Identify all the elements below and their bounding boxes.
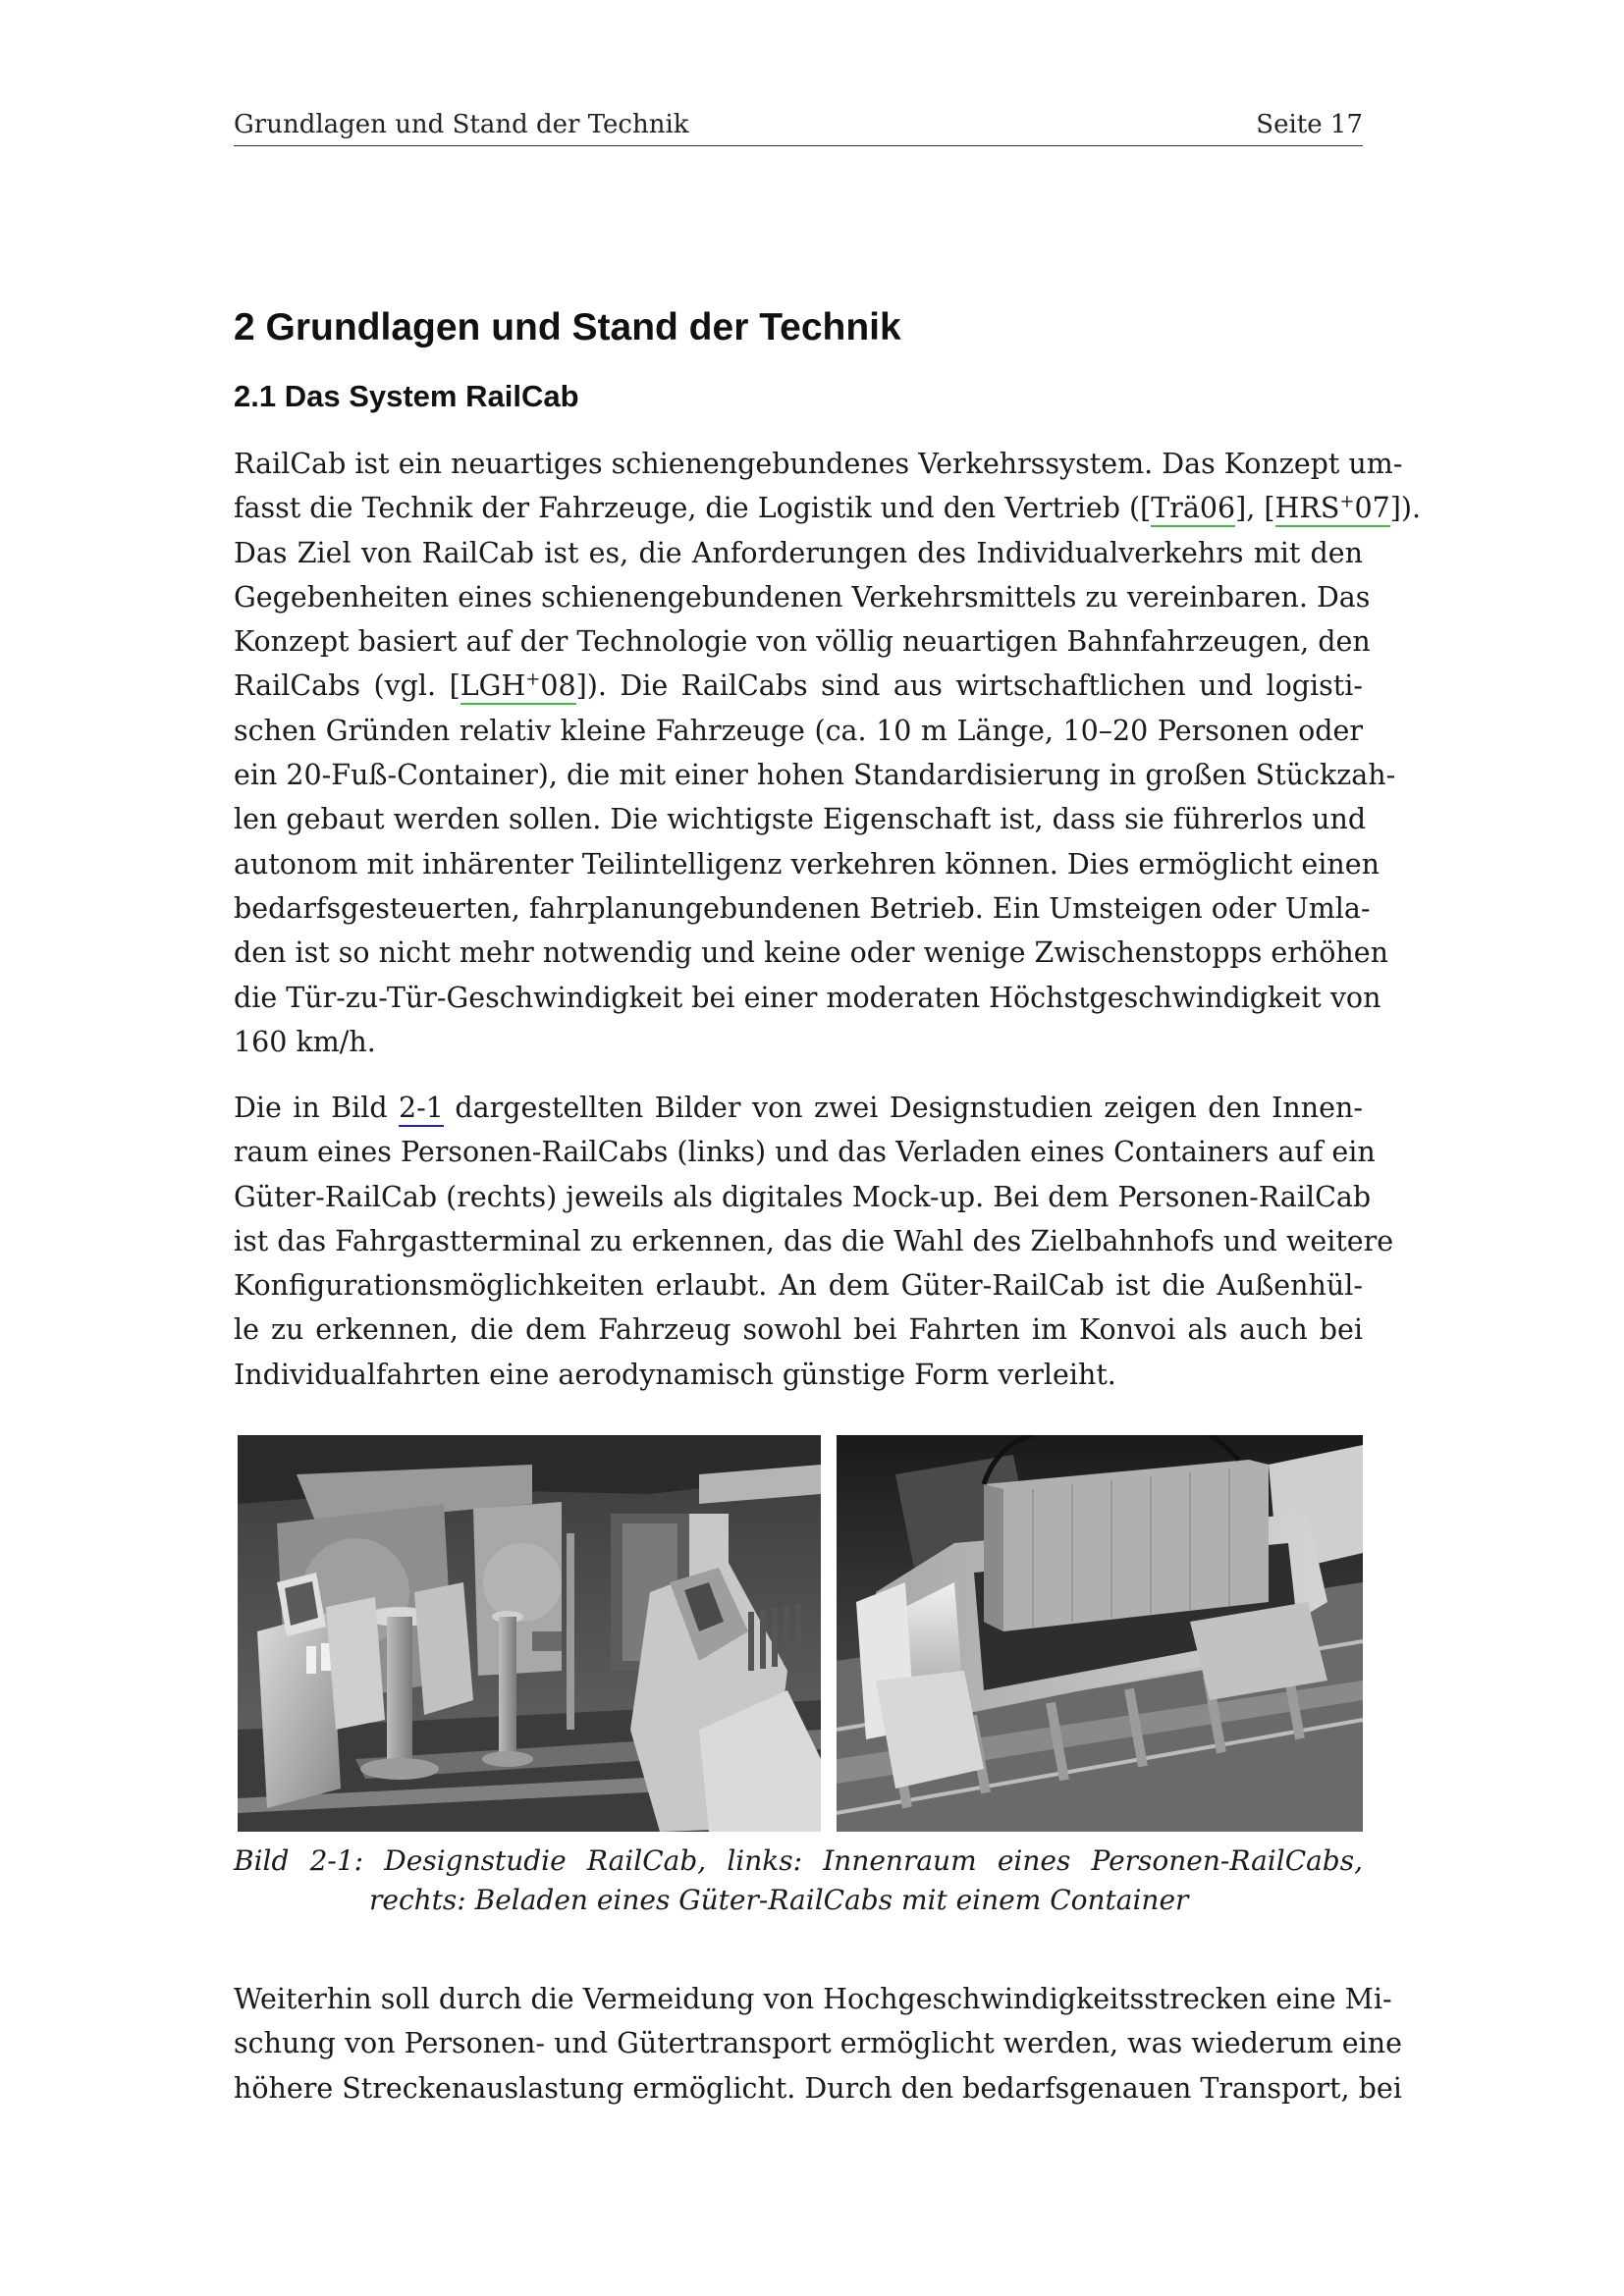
text-line: Konfigurationsmöglichkeiten erlaubt. An dem Güter-RailCab ist die Außenhül- [234,1269,1363,1303]
running-header [234,110,1363,146]
citation-link[interactable]: LGH+08 [460,669,576,705]
caption-line: rechts: Beladen eines Güter-RailCabs mit einem Container [369,1884,1189,1916]
page-number: Seite 17 [1256,110,1363,139]
text-line: bedarfsgesteuerten, fahrplanungebundenen Betrieb. Ein Umsteigen oder Umla- [234,891,1371,925]
figure-caption [234,1842,1363,1920]
header-title: Grundlagen und Stand der Technik [234,110,689,139]
paragraph-continuation [234,1977,1403,2110]
text-line: die Tür-zu-Tür-Geschwindigkeit bei einer moderaten Höchstgeschwindigkeit von [234,981,1381,1014]
citation-link[interactable]: Trä06 [1151,492,1235,527]
paragraph-intro [234,442,1422,1064]
figure-cargo-loading [837,1435,1363,1832]
caption-line: Bild 2-1: Designstudie RailCab, links: Innenraum eines Personen-RailCabs, [234,1844,1363,1877]
text-line: RailCabs (vgl. [LGH+08]). Die RailCabs sind aus wirtschaftlichen und logisti- [234,664,1363,708]
text-line: Individualfahrten eine aerodynamisch günstige Form verleiht. [234,1358,1116,1391]
text-line: raum eines Personen-RailCabs (links) und das Verladen eines Containers auf ein [234,1136,1376,1169]
text-line: RailCab ist ein neuartiges schienengebundenes Verkehrssystem. Das Konzept um- [234,448,1403,480]
chapter-title: 2 Grundlagen und Stand der Technik [234,306,901,348]
text-line: le zu erkennen, die dem Fahrzeug sowohl bei Fahrten im Konvoi als auch bei [234,1313,1363,1347]
text-line: 160 km/h. [234,1025,376,1058]
passenger-interior-illustration [238,1435,821,1832]
figure-reference-link[interactable]: 2-1 [399,1092,444,1127]
text-line: fasst die Technik der Fahrzeuge, die Logistik und den Vertrieb ([Trä06], [HRS+07]). [234,486,1363,530]
text-line: autonom mit inhärenter Teilintelligenz verkehren können. Dies ermöglicht einen [234,847,1380,881]
text-line: Die in Bild 2-1 dargestellten Bilder von zwei Designstudien zeigen den Innen- [234,1086,1363,1130]
text-line: den ist so nicht mehr notwendig und keine oder wenige Zwischenstopps erhöhen [234,936,1388,970]
text-line: ist das Fahrgastterminal zu erkennen, das die Wahl des Zielbahnhofs und weitere [234,1224,1394,1257]
text-line: Das Ziel von RailCab ist es, die Anforderungen des Individualverkehrs mit den [234,536,1363,569]
text-line: höhere Streckenauslastung ermöglicht. Durch den bedarfsgenauen Transport, bei [234,2071,1402,2105]
section-title: 2.1 Das System RailCab [234,379,579,413]
text-line: schung von Personen- und Gütertransport ermöglicht werden, was wiederum eine [234,2027,1403,2060]
text-line: Gegebenheiten eines schienengebundenen Verkehrsmittels zu vereinbaren. Das [234,580,1371,614]
text-line: Güter-RailCab (rechts) jeweils als digitales Mock-up. Bei dem Personen-RailCab [234,1180,1372,1213]
text-line: Konzept basiert auf der Technologie von völlig neuartigen Bahnfahrzeugen, den [234,625,1371,659]
paragraph-figure-description [234,1086,1394,1397]
text-line: Weiterhin soll durch die Vermeidung von Hochgeschwindigkeitsstrecken eine Mi- [234,1983,1392,2015]
text-line: schen Gründen relativ kleine Fahrzeuge (ca. 10 m Länge, 10–20 Personen oder [234,714,1363,747]
figure-passenger-interior [238,1435,821,1832]
text-line: ein 20-Fuß-Container), die mit einer hohen Standardisierung in großen Stückzah- [234,759,1396,792]
cargo-loading-illustration [837,1435,1363,1832]
text-line: len gebaut werden sollen. Die wichtigste Eigenschaft ist, dass sie führerlos und [234,803,1367,836]
citation-link[interactable]: HRS+07 [1275,492,1390,527]
